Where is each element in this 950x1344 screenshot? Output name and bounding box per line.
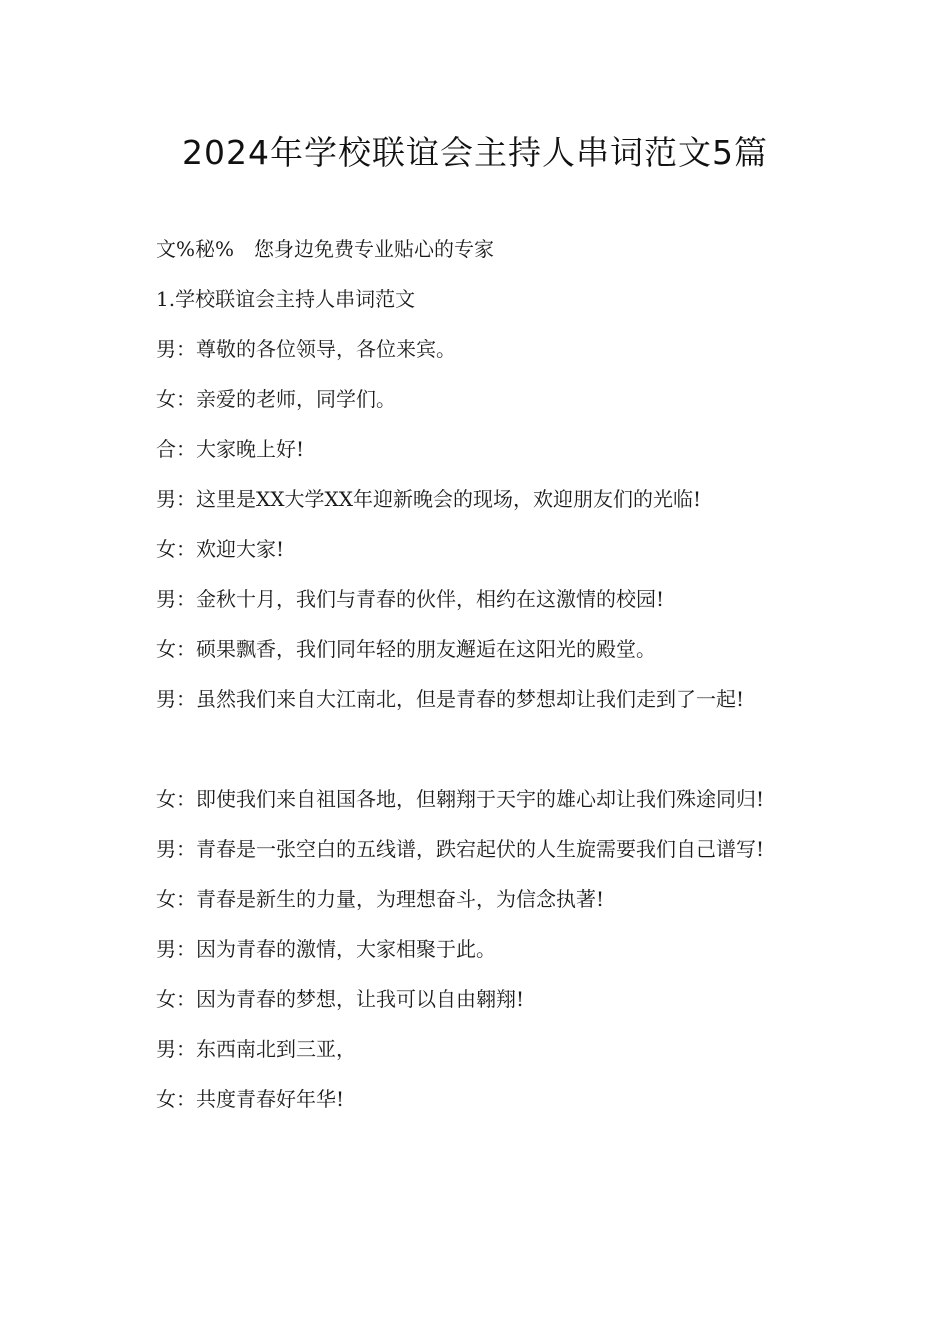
dialogue-line: 男：这里是XX大学XX年迎新晚会的现场，欢迎朋友们的光临! [156, 487, 701, 511]
dialogue-line: 女：即使我们来自祖国各地，但翱翔于天宇的雄心却让我们殊途同归! [156, 787, 765, 811]
dialogue-line: 男：虽然我们来自大江南北，但是青春的梦想却让我们走到了一起! [156, 687, 745, 711]
dialogue-line: 男：青春是一张空白的五线谱，跌宕起伏的人生旋需要我们自己谱写! [156, 837, 765, 861]
paragraph-gap [142, 724, 824, 774]
dialogue-line: 女：因为青春的梦想，让我可以自由翱翔! [156, 987, 525, 1011]
dialogue-line: 男：金秋十月，我们与青春的伙伴，相约在这激情的校园! [156, 587, 665, 611]
document-body [142, 224, 824, 1124]
dialogue-line: 合：大家晚上好! [156, 437, 305, 461]
dialogue-line: 女：共度青春好年华! [156, 1087, 345, 1111]
dialogue-line: 男：尊敬的各位领导，各位来宾。 [156, 337, 456, 361]
tagline [142, 224, 824, 274]
dialogue-line: 男：因为青春的激情，大家相聚于此。 [156, 937, 496, 961]
document-title: 2024年学校联谊会主持人串词范文5篇 [182, 133, 768, 172]
tagline-slogan: 您身边免费专业贴心的专家 [254, 237, 495, 261]
dialogue-line: 女：亲爱的老师，同学们。 [156, 387, 396, 411]
dialogue-line: 男：东西南北到三亚， [156, 1037, 356, 1061]
section-heading: 1.学校联谊会主持人串词范文 [156, 287, 416, 311]
dialogue-line: 女：青春是新生的力量，为理想奋斗，为信念执著! [156, 887, 605, 911]
dialogue-line: 女：欢迎大家! [156, 537, 285, 561]
dialogue-line: 女：硕果飘香，我们同年轻的朋友邂逅在这阳光的殿堂。 [156, 637, 656, 661]
tagline-brand: 文%秘% [156, 237, 235, 261]
